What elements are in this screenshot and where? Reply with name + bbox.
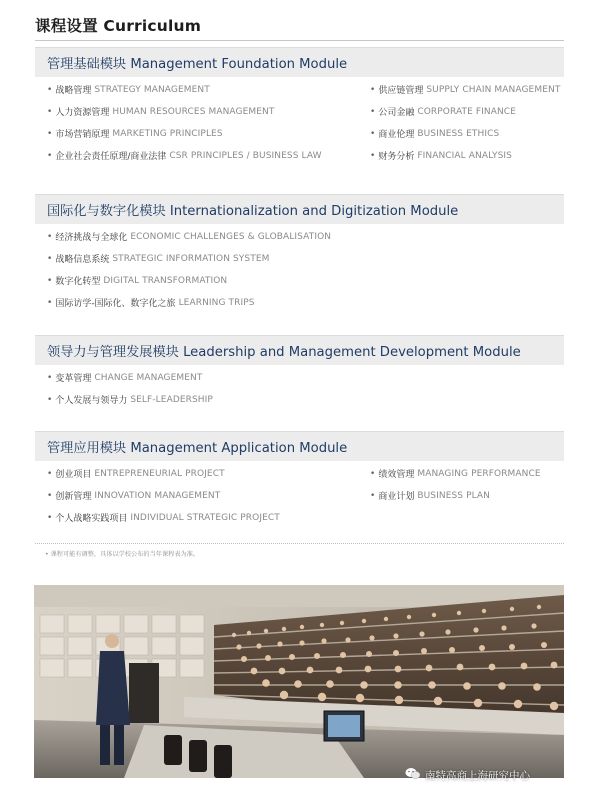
- item-en: SELF-LEADERSHIP: [130, 394, 213, 405]
- list-item: [47, 489, 220, 502]
- list-item: [370, 149, 512, 162]
- list-item: [47, 230, 331, 243]
- item-en: BUSINESS ETHICS: [417, 128, 500, 139]
- item-en: ECONOMIC CHALLENGES & GLOBALISATION: [130, 231, 332, 242]
- list-item: [47, 393, 213, 406]
- bullet-icon: •: [47, 394, 53, 405]
- watermark-text: 南特高商上海研究中心: [425, 769, 530, 782]
- item-en: FINANCIAL ANALYSIS: [417, 150, 512, 161]
- list-item: [47, 252, 269, 265]
- title-divider: [35, 40, 564, 41]
- bullet-icon: •: [47, 512, 53, 523]
- list-item: [47, 105, 274, 118]
- list-item: [47, 296, 255, 309]
- item-cn: 战略信息系统: [55, 255, 110, 265]
- item-cn: 个人发展与领导力: [55, 396, 128, 406]
- bullet-icon: •: [370, 106, 376, 117]
- lecture-hall-photo: [34, 585, 564, 778]
- item-cn: 绩效管理: [378, 470, 415, 480]
- bullet-icon: •: [47, 231, 53, 242]
- bullet-icon: •: [47, 253, 53, 264]
- item-cn: 个人战略实践项目: [55, 514, 128, 524]
- item-en: MANAGING PERFORMANCE: [417, 468, 541, 479]
- module-leadership-development: [35, 335, 564, 406]
- bullet-icon: •: [47, 275, 53, 286]
- item-en: STRATEGY MANAGEMENT: [94, 84, 210, 95]
- list-item: [370, 127, 499, 140]
- bullet-icon: •: [47, 128, 53, 139]
- list-item: [47, 83, 210, 96]
- item-cn: 企业社会责任原理/商业法律: [55, 152, 167, 162]
- item-cn: 创新管理: [55, 492, 92, 502]
- item-en: HUMAN RESOURCES MANAGEMENT: [112, 106, 275, 117]
- item-cn: 商业伦理: [378, 130, 415, 140]
- bullet-icon: •: [47, 372, 53, 383]
- footnote: • 课程可能有调整，具体以学校公布的当年课程表为准。: [45, 551, 200, 558]
- item-cn: 市场营销原理: [55, 130, 110, 140]
- item-en: BUSINESS PLAN: [417, 490, 490, 501]
- module-header: 领导力与管理发展模块 Leadership and Management Development Module: [35, 335, 564, 365]
- item-en: INNOVATION MANAGEMENT: [94, 490, 221, 501]
- item-en: ENTREPRENEURIAL PROJECT: [94, 468, 225, 479]
- item-en: STRATEGIC INFORMATION SYSTEM: [112, 253, 270, 264]
- module-management-application: [35, 431, 564, 524]
- list-item: [47, 274, 227, 287]
- item-en: MARKETING PRINCIPLES: [112, 128, 223, 139]
- item-cn: 数字化转型: [55, 277, 101, 287]
- item-en: CORPORATE FINANCE: [417, 106, 516, 117]
- bullet-icon: •: [47, 468, 53, 479]
- item-en: CHANGE MANAGEMENT: [94, 372, 203, 383]
- list-item: [47, 371, 203, 384]
- bullet-icon: •: [370, 490, 376, 501]
- item-cn: 创业项目: [55, 470, 92, 480]
- bullet-icon: •: [370, 150, 376, 161]
- wechat-icon: [405, 767, 421, 783]
- bullet-icon: •: [370, 128, 376, 139]
- bullet-icon: •: [47, 84, 53, 95]
- item-cn: 人力资源管理: [55, 108, 110, 118]
- item-cn: 战略管理: [55, 86, 92, 96]
- list-item: [370, 83, 560, 96]
- item-cn: 财务分析: [378, 152, 415, 162]
- page-title: 课程设置 Curriculum: [35, 17, 202, 35]
- list-item: [47, 511, 280, 524]
- bullet-icon: •: [370, 84, 376, 95]
- bullet-icon: •: [47, 490, 53, 501]
- module-internationalization-digitization: [35, 194, 564, 309]
- bullet-icon: •: [370, 468, 376, 479]
- item-en: SUPPLY CHAIN MANAGEMENT: [426, 84, 561, 95]
- list-item: [47, 127, 223, 140]
- module-header: 国际化与数字化模块 Internationalization and Digitization Module: [35, 194, 564, 224]
- list-item: [370, 105, 516, 118]
- bullet-icon: •: [47, 297, 53, 308]
- list-item: [47, 149, 322, 162]
- list-item: [370, 489, 490, 502]
- module-header: 管理基础模块 Management Foundation Module: [35, 47, 564, 77]
- item-cn: 国际访学-国际化、数字化之旅: [55, 299, 176, 309]
- item-cn: 变革管理: [55, 374, 92, 384]
- list-item: [47, 467, 225, 480]
- module-header: 管理应用模块 Management Application Module: [35, 431, 564, 461]
- watermark: [405, 767, 530, 783]
- module-management-foundation: [35, 47, 564, 162]
- bullet-icon: •: [47, 106, 53, 117]
- item-cn: 供应链管理: [378, 86, 424, 96]
- item-en: INDIVIDUAL STRATEGIC PROJECT: [130, 512, 280, 523]
- item-cn: 经济挑战与全球化: [55, 233, 128, 243]
- item-en: DIGITAL TRANSFORMATION: [103, 275, 228, 286]
- item-en: CSR PRINCIPLES / BUSINESS LAW: [169, 150, 322, 161]
- item-en: LEARNING TRIPS: [178, 297, 255, 308]
- bullet-icon: •: [47, 150, 53, 161]
- list-item: [370, 467, 541, 480]
- item-cn: 公司金融: [378, 108, 415, 118]
- footnote-divider: [35, 543, 564, 544]
- item-cn: 商业计划: [378, 492, 415, 502]
